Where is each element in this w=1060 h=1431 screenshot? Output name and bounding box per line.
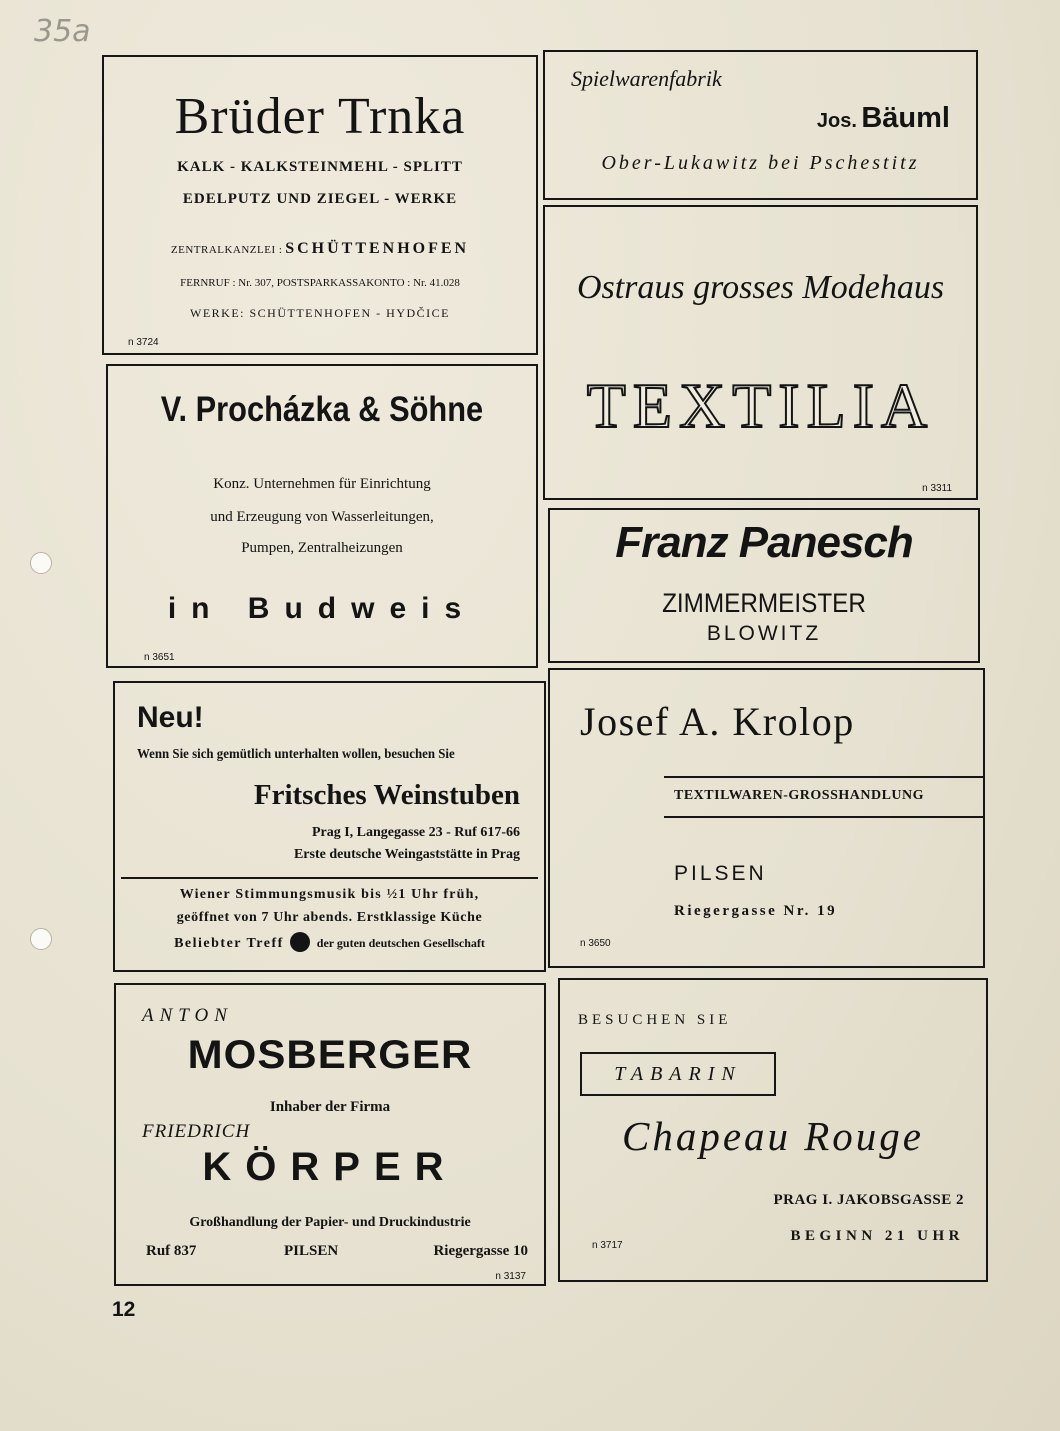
ad6-address: Prag I, Langegasse 23 - Ruf 617-66 — [311, 825, 520, 840]
ad-textilia — [543, 205, 978, 500]
ad9-ref: n 3717 — [592, 1240, 623, 1251]
ad-chapeau-rouge — [558, 978, 988, 1282]
ad1-line2: EDELPUTZ UND ZIEGEL - WERKE — [182, 191, 458, 207]
ad5-city: BLOWITZ — [706, 622, 822, 645]
ad2-place: Ober-Lukawitz bei Pschestitz — [601, 152, 920, 174]
ad-josef-krolop — [548, 668, 985, 968]
ad2-name-prefix: Jos. — [816, 110, 857, 132]
ad7-city: PILSEN — [674, 862, 767, 885]
ad7-trade-band — [664, 776, 983, 818]
ad8-surname: MOSBERGER — [187, 1033, 473, 1077]
ad1-ref: n 3724 — [128, 337, 159, 348]
ad-franz-panesch — [548, 508, 980, 663]
ad7-trade: TEXTILWAREN-GROSSHANDLUNG — [674, 788, 925, 803]
ad7-ref: n 3650 — [580, 938, 611, 949]
ad8-trade: Großhandlung der Papier- und Druckindustrie — [189, 1215, 471, 1230]
ad3-title: TEXTILIA — [586, 370, 935, 441]
page-number: 12 — [112, 1298, 136, 1321]
ad2-name — [817, 102, 950, 135]
ad1-office — [104, 240, 536, 258]
ad1-phone: FERNRUF : Nr. 307, POSTSPARKASSAKONTO : Nr. 41.028 — [180, 277, 460, 289]
ad4-ref: n 3651 — [144, 652, 175, 663]
ad1-office-value: SCHÜTTENHOFEN — [285, 240, 470, 257]
ad-jos-bauml — [543, 50, 978, 200]
ad5-brush: Franz Panesch — [615, 518, 913, 567]
ad8-street: Riegergasse 10 — [433, 1243, 528, 1259]
ad2-name-main: Bäuml — [861, 102, 950, 134]
ad4-title: V. Procházka & Söhne — [160, 390, 484, 429]
ad6-headline: Neu! — [137, 701, 204, 734]
ad9-title: Chapeau Rouge — [621, 1113, 925, 1159]
ad6-bullet-icon — [290, 932, 310, 952]
ad7-street: Riegergasse Nr. 19 — [674, 903, 838, 919]
ad6-intro: Wenn Sie sich gemütlich unterhalten wollen, besuchen Sie — [137, 747, 455, 762]
ad4-line3: Pumpen, Zentralheizungen — [241, 540, 403, 556]
ad1-title: Brüder Trnka — [174, 88, 466, 145]
ad1-works: WERKE: SCHÜTTENHOFEN - HYDČICE — [190, 306, 450, 320]
ad-fritsches-weinstuben — [113, 681, 546, 972]
ad9-boxed: TABARIN — [614, 1063, 742, 1085]
ad-mosberger-korper — [114, 983, 546, 1286]
ad1-office-label: ZENTRALKANZLEI : — [170, 244, 283, 256]
ad6-info1: Wiener Stimmungsmusik bis ½1 Uhr früh, — [179, 887, 480, 902]
ad8-city: PILSEN — [284, 1243, 339, 1259]
ad8-first-name: ANTON — [142, 1005, 233, 1026]
ad6-info2: geöffnet von 7 Uhr abends. Erstklassige Küche — [176, 910, 483, 925]
ad3-ref: n 3311 — [922, 483, 952, 494]
ad9-time: BEGINN 21 UHR — [790, 1228, 964, 1244]
ad2-script: Spielwarenfabrik — [571, 66, 722, 91]
handwritten-note: 35a — [34, 14, 91, 49]
ad6-divider — [121, 877, 538, 879]
ad-bruder-trnka — [102, 55, 538, 355]
ad6-name: Fritsches Weinstuben — [253, 779, 520, 811]
ad9-address: PRAG I. JAKOBSGASSE 2 — [773, 1192, 964, 1208]
ad5-trade: ZIMMERMEISTER — [662, 588, 866, 618]
ad3-script: Ostraus grosses Modehaus — [576, 269, 945, 306]
ad7-title: Josef A. Krolop — [580, 699, 855, 744]
ad6-tagline: Erste deutsche Weingaststätte in Prag — [293, 847, 520, 862]
punch-hole-top — [30, 552, 52, 574]
ad1-line1: KALK - KALKSTEINMEHL - SPLITT — [177, 159, 463, 175]
ad8-owner-line: Inhaber der Firma — [269, 1099, 391, 1115]
ad9-boxed-frame — [580, 1052, 776, 1096]
ad4-line2: und Erzeugung von Wasserleitungen, — [210, 509, 434, 525]
ad6-info3-a: Beliebter Treff — [174, 936, 284, 951]
ad8-phone: Ruf 837 — [146, 1243, 197, 1259]
ad6-info3-b: der guten deutschen Gesellschaft — [316, 936, 485, 950]
punch-hole-bottom — [30, 928, 52, 950]
ad9-invite: BESUCHEN SIE — [578, 1012, 732, 1028]
ad8-first-name2: FRIEDRICH — [142, 1121, 251, 1142]
ad-prochazka — [106, 364, 538, 668]
ad8-surname2: KÖRPER — [202, 1145, 458, 1189]
ad6-info3 — [115, 932, 544, 952]
ad4-line1: Konz. Unternehmen für Einrichtung — [213, 476, 431, 492]
ad4-city: in Budweis — [167, 592, 477, 625]
ad8-ref: n 3137 — [495, 1271, 526, 1282]
